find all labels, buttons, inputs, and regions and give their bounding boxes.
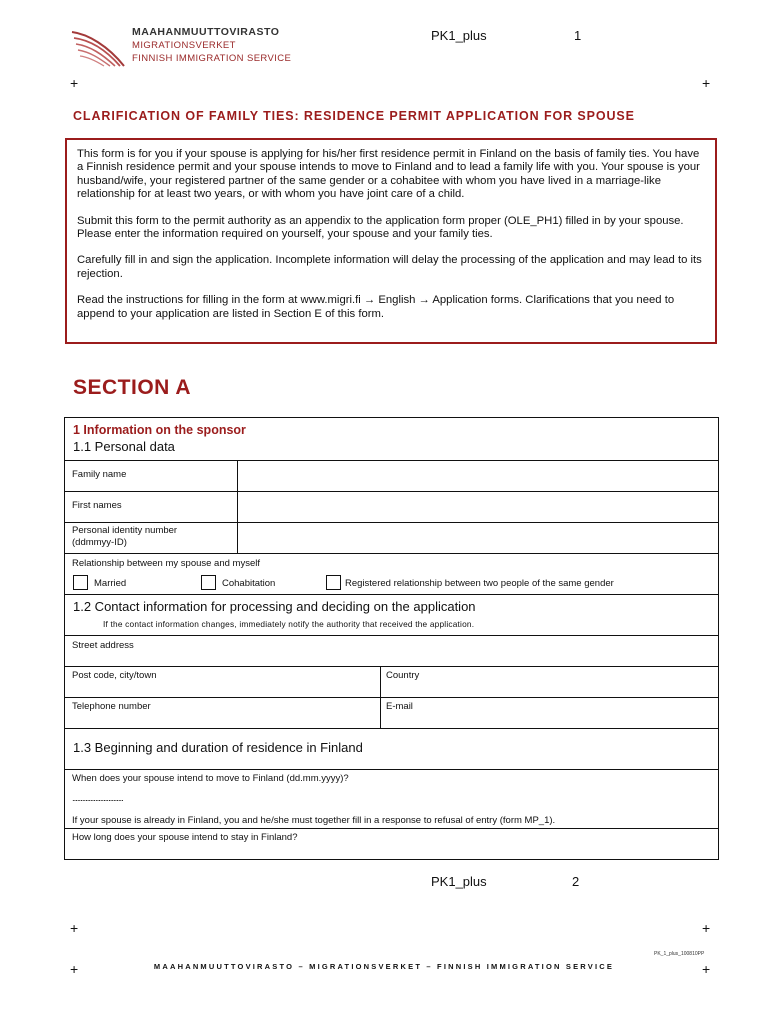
- move-date-field[interactable]: ...............................: [72, 793, 123, 804]
- intro-paragraph: Submit this form to the permit authority as an appendix to the application form proper (OLE_PH1) filled in by your spouse. Please enter the information required on yourself, your spouse and your family ties.: [77, 214, 684, 241]
- crop-mark: +: [70, 961, 79, 977]
- org-name-fi: MAAHANMUUTTOVIRASTO: [132, 26, 280, 38]
- pin-label: Personal identity number: [72, 525, 178, 536]
- intro-box: [65, 138, 717, 344]
- pin-format: (ddmmyy-ID): [72, 537, 127, 548]
- org-name-en: FINNISH IMMIGRATION SERVICE: [132, 53, 292, 64]
- form-title: CLARIFICATION OF FAMILY TIES: RESIDENCE PERMIT APPLICATION FOR SPOUSE: [73, 109, 635, 123]
- subsection-1-3: 1.3 Beginning and duration of residence in Finland: [73, 740, 363, 755]
- section-heading: SECTION A: [73, 376, 192, 399]
- agency-logo: [68, 24, 298, 74]
- crop-mark: +: [702, 75, 711, 91]
- email-label: E-mail: [386, 701, 413, 712]
- street-address-label: Street address: [72, 640, 134, 651]
- married-checkbox[interactable]: [73, 575, 88, 590]
- contact-change-note: If the contact information changes, immediately notify the authority that received the application.: [103, 619, 475, 629]
- family-name-field[interactable]: [238, 461, 718, 491]
- subsection-1-1: 1.1 Personal data: [73, 439, 175, 454]
- crop-mark: +: [702, 961, 711, 977]
- street-address-field[interactable]: [65, 636, 718, 666]
- cohabitation-checkbox[interactable]: [201, 575, 216, 590]
- refusal-of-entry-note: If your spouse is already in Finland, you and he/she must together fill in a response to refusal of entry (form MP_1).: [72, 815, 556, 826]
- form-code-page-2: PK1_plus: [431, 874, 487, 889]
- small-form-code: PK_1_plus_100810PP: [654, 951, 705, 957]
- page-number: 1: [574, 28, 582, 43]
- move-date-question: When does your spouse intend to move to Finland (dd.mm.yyyy)?: [72, 773, 349, 784]
- stay-duration-question: How long does your spouse intend to stay in Finland?: [72, 832, 298, 843]
- registered-relationship-checkbox[interactable]: [326, 575, 341, 590]
- relationship-label: Relationship between my spouse and myself: [72, 558, 260, 569]
- form-code: PK1_plus: [431, 28, 487, 43]
- pin-field[interactable]: [238, 523, 718, 553]
- crop-mark: +: [70, 920, 79, 936]
- subsection-1-2: 1.2 Contact information for processing and deciding on the application: [73, 599, 476, 614]
- footer-text: MAAHANMUUTTOVIRASTO – MIGRATIONSVERKET – FINNISH IMMIGRATION SERVICE: [153, 962, 615, 971]
- first-names-field[interactable]: [238, 492, 718, 522]
- intro-paragraph: This form is for you if your spouse is applying for his/her first residence permit in Finland on the basis of family ties. You have a Finnish residence permit and your spouse intends to move to Finland and to lead a family life with you. Your spouse is your husband/wife, your registered partner of the same gender or a cohabitee with whom you have lived in a marriage-like relationship for at least two years, or with whom you have joint care of a child.: [77, 148, 700, 201]
- cohabitation-label: Cohabitation: [222, 578, 276, 589]
- intro-paragraph: Read the instructions for filling in the form at www.migri.fi → English → Application forms. Clarifications that you need to append to your application are listed in Section E of this form.: [77, 294, 675, 320]
- married-label: Married: [94, 578, 127, 589]
- first-names-label: First names: [72, 500, 122, 511]
- wing-logo-icon: [68, 26, 126, 70]
- crop-mark: +: [70, 75, 79, 91]
- org-name-sv: MIGRATIONSVERKET: [132, 40, 236, 51]
- family-name-label: Family name: [72, 469, 127, 480]
- part-1-title: 1 Information on the sponsor: [73, 423, 246, 437]
- sponsor-form: [64, 417, 719, 860]
- registered-relationship-label: Registered relationship between two people of the same gender: [345, 578, 614, 589]
- country-label: Country: [386, 670, 420, 681]
- intro-paragraph: Carefully fill in and sign the application. Incomplete information will delay the processing of the application and may lead to its rejection.: [77, 254, 702, 280]
- crop-mark: +: [702, 920, 711, 936]
- page-number-2: 2: [572, 874, 580, 889]
- post-code-label: Post code, city/town: [72, 670, 157, 681]
- telephone-label: Telephone number: [72, 701, 151, 712]
